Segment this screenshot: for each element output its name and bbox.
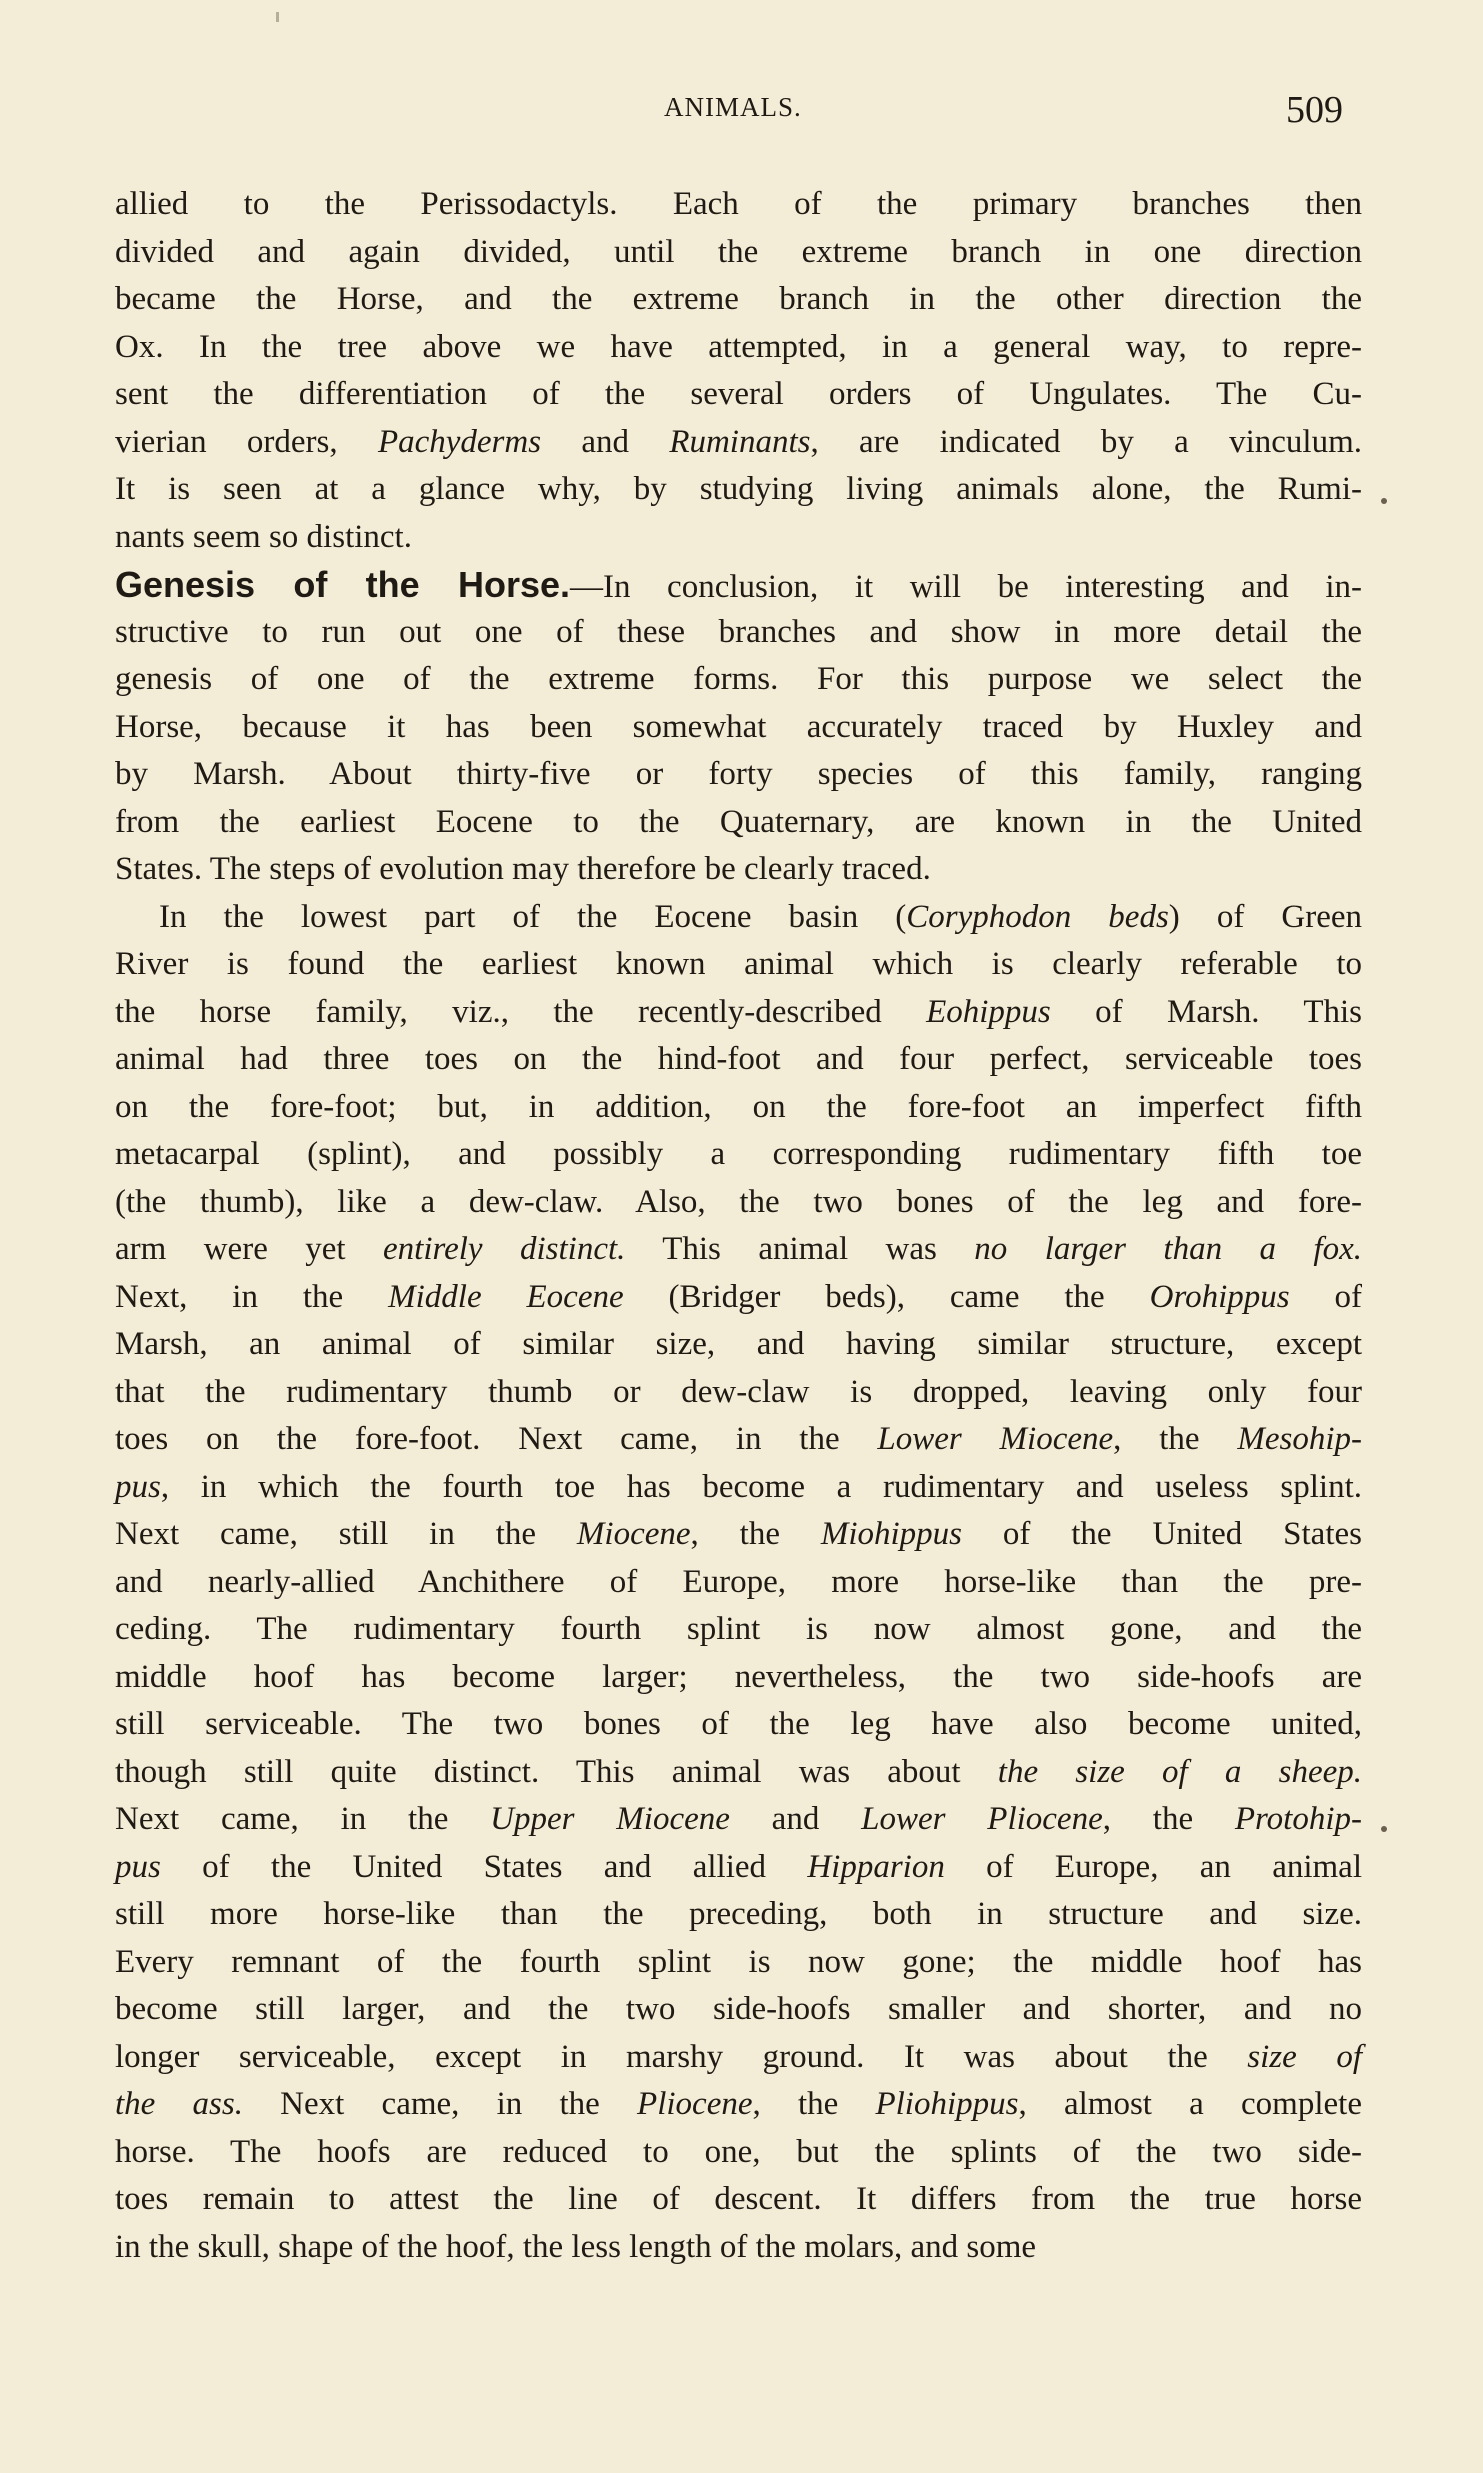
text-run: and nearly-allied Anchithere of Europe, more horse-like than the pre- [115,1563,1362,1600]
text-run: divided and again divided, until the extreme branch in one direction [115,233,1362,270]
italic-term: Pliocene [637,2086,753,2122]
margin-dot [1381,498,1387,504]
text-line [115,1084,1362,1132]
text-line [115,1606,1362,1654]
text-run: still serviceable. The two bones of the leg have also become united, [115,1706,1362,1742]
text-run: longer serviceable, except in marshy ground. It was about the [115,2038,1248,2075]
italic-term: entirely distinct. [383,1231,626,1267]
text-line [115,1036,1362,1084]
text-line [115,181,1362,229]
text-run: of Europe, an animal [944,1848,1362,1885]
italic-term: Orohippus [1149,1278,1290,1315]
text-line [115,846,1362,894]
italic-term: Ruminants [669,423,811,460]
text-run: from the earliest Eocene to the Quaternary, are known in the United [115,803,1362,840]
text-run: vierian orders, [115,423,378,460]
text-line [115,1844,1362,1892]
italic-term: Coryphodon beds [906,898,1169,935]
text-run: horse. The hoofs are reduced to one, but the splints of the two side- [115,2133,1362,2170]
text-run: Every remnant of the fourth splint is now gone; the middle hoof has [115,1943,1362,1980]
paragraph [115,561,1362,894]
text-run: ceding. The rudimentary fourth splint is now almost gone, and the [115,1611,1362,1647]
text-line [115,1559,1362,1607]
text-line [115,1796,1362,1844]
text-run: States. The steps of evolution may therefore be clearly traced. [115,851,931,887]
text-run: It is seen at a glance why, by studying living animals alone, the Rumi- [115,471,1362,507]
text-line [115,609,1362,657]
text-line [115,514,1362,562]
text-run: Next came, still in the [115,1516,577,1552]
text-run: sent the differentiation of the several orders of Ungulates. The Cu- [115,376,1362,412]
text-line [115,1274,1362,1322]
text-line [115,1226,1362,1274]
italic-term: Lower Pliocene [861,1801,1103,1837]
text-line [115,704,1362,752]
italic-term: no larger than a fox. [974,1231,1362,1267]
text-line [115,799,1362,847]
text-run: metacarpal (splint), and possibly a corresponding rudimentary fifth toe [115,1136,1362,1172]
text-run: become still larger, and the two side-hoofs smaller and shorter, and no [115,1991,1362,2027]
text-run: still more horse-like than the preceding, both in structure and size. [115,1896,1362,1932]
text-run: (Bridger beds), came the [623,1278,1150,1315]
text-run: toes on the fore-foot. Next came, in the [115,1421,878,1457]
text-run: became the Horse, and the extreme branch in the other direction the [115,281,1362,317]
text-line [115,2081,1362,2129]
italic-term: Lower Miocene [877,1421,1114,1457]
italic-term: pus [115,1468,161,1505]
page-number: 509 [1286,89,1343,131]
text-line [115,276,1362,324]
text-run: structive to run out one of these branches and show in more detail the [115,613,1362,650]
italic-term: the size of a sheep. [997,1753,1362,1790]
text-line [115,1654,1362,1702]
text-run: middle hoof has become larger; nevertheless, the two side-hoofs are [115,1658,1362,1695]
text-line [115,751,1362,799]
margin-dot [1381,1826,1387,1832]
italic-term: pus [115,1848,161,1885]
text-line [115,1416,1362,1464]
text-run: the horse family, viz., the recently-described [115,993,927,1030]
body-text [115,181,1362,2271]
text-line [115,1369,1362,1417]
italic-term: Upper Miocene [490,1801,730,1837]
page-header [0,89,1483,142]
text-run: Marsh, an animal of similar size, and having similar structure, except [115,1326,1362,1362]
text-run: arm were yet [115,1231,383,1267]
italic-term: Mesohip- [1237,1421,1362,1457]
text-run: nants seem so distinct. [115,518,412,555]
text-run: In the lowest part of the Eocene basin ( [159,898,907,935]
text-line [115,1321,1362,1369]
text-line [115,1179,1362,1227]
text-line [115,656,1362,704]
italic-term: Middle Eocene [388,1278,624,1315]
text-line [115,1701,1362,1749]
italic-term: Eohippus [926,993,1051,1030]
italic-term: the ass. [115,2086,243,2122]
text-run: , the [1102,1801,1235,1837]
text-run: of the United States and allied [160,1848,808,1885]
text-run: animal had three toes on the hind-foot and four perfect, serviceable toes [115,1041,1362,1077]
text-run: This animal was [625,1231,975,1267]
text-line [115,989,1362,1037]
text-run: River is found the earliest known animal which is clearly referable to [115,946,1362,982]
text-run: genesis of one of the extreme forms. For this purpose we select the [115,661,1362,697]
paragraph [115,181,1362,561]
text-run: Ox. In the tree above we have attempted, in a general way, to repre- [115,328,1362,365]
text-run: , the [690,1516,821,1552]
text-run: , the [1113,1421,1238,1457]
paragraph [115,894,1362,2272]
text-run: toes remain to attest the line of descent. It differs from the true horse [115,2181,1362,2217]
section-heading: Genesis of the Horse. [115,564,571,605]
text-run: (the thumb), like a dew-claw. Also, the two bones of the leg and fore- [115,1183,1362,1220]
italic-term: Protohip- [1234,1801,1362,1837]
text-run: and [729,1801,862,1837]
text-run: that the rudimentary thumb or dew-claw is dropped, leaving only four [115,1373,1362,1410]
running-head: ANIMALS. [664,92,802,122]
text-run: on the fore-foot; but, in addition, on the fore-foot an imperfect fifth [115,1088,1362,1125]
text-run: of Marsh. This [1050,993,1363,1030]
text-line [115,941,1362,989]
italic-term: Pachyderms [377,423,542,460]
text-line [115,2176,1362,2224]
text-run: , in which the fourth toe has become a rudimentary and useless splint. [160,1468,1362,1505]
text-run: ) of Green [1168,898,1362,935]
italic-term: Hipparion [807,1848,945,1885]
text-line [115,2224,1362,2272]
text-run: in the skull, shape of the hoof, the less length of the molars, and some [115,2228,1037,2265]
paper-speck [276,12,279,22]
text-run: Next, in the [115,1278,389,1315]
italic-term: Miohippus [820,1516,963,1552]
text-line [115,229,1362,277]
text-line [115,1464,1362,1512]
text-line [115,1511,1362,1559]
text-line [115,324,1362,372]
italic-term: size of [1247,2038,1363,2075]
text-run: —In conclusion, it will be interesting and in- [570,569,1363,605]
text-run: allied to the Perissodactyls. Each of the primary branches then [115,186,1362,222]
text-line [115,561,1362,609]
text-line [115,1939,1362,1987]
text-run: , are indicated by a vinculum. [810,423,1362,460]
text-run: by Marsh. About thirty-five or forty species of this family, ranging [115,756,1362,792]
text-run: , the [752,2086,876,2122]
text-run: Next came, in the [242,2086,638,2122]
italic-term: Pliohippus [875,2086,1019,2122]
text-run: , almost a complete [1018,2086,1362,2122]
text-line [115,2129,1362,2177]
text-run: of [1289,1278,1362,1315]
text-line [115,1749,1362,1797]
text-line [115,466,1362,514]
text-line [115,1891,1362,1939]
text-run: and [541,423,670,460]
text-line [115,1986,1362,2034]
text-line [115,2034,1362,2082]
text-line [115,894,1362,942]
italic-term: Miocene [576,1516,691,1552]
text-line [115,1131,1362,1179]
text-run: Next came, in the [115,1801,491,1837]
text-line [115,371,1362,419]
text-run: of the United States [962,1516,1362,1552]
text-line [115,419,1362,467]
text-run: though still quite distinct. This animal was about [115,1753,998,1790]
text-run: Horse, because it has been somewhat accurately traced by Huxley and [115,708,1362,745]
